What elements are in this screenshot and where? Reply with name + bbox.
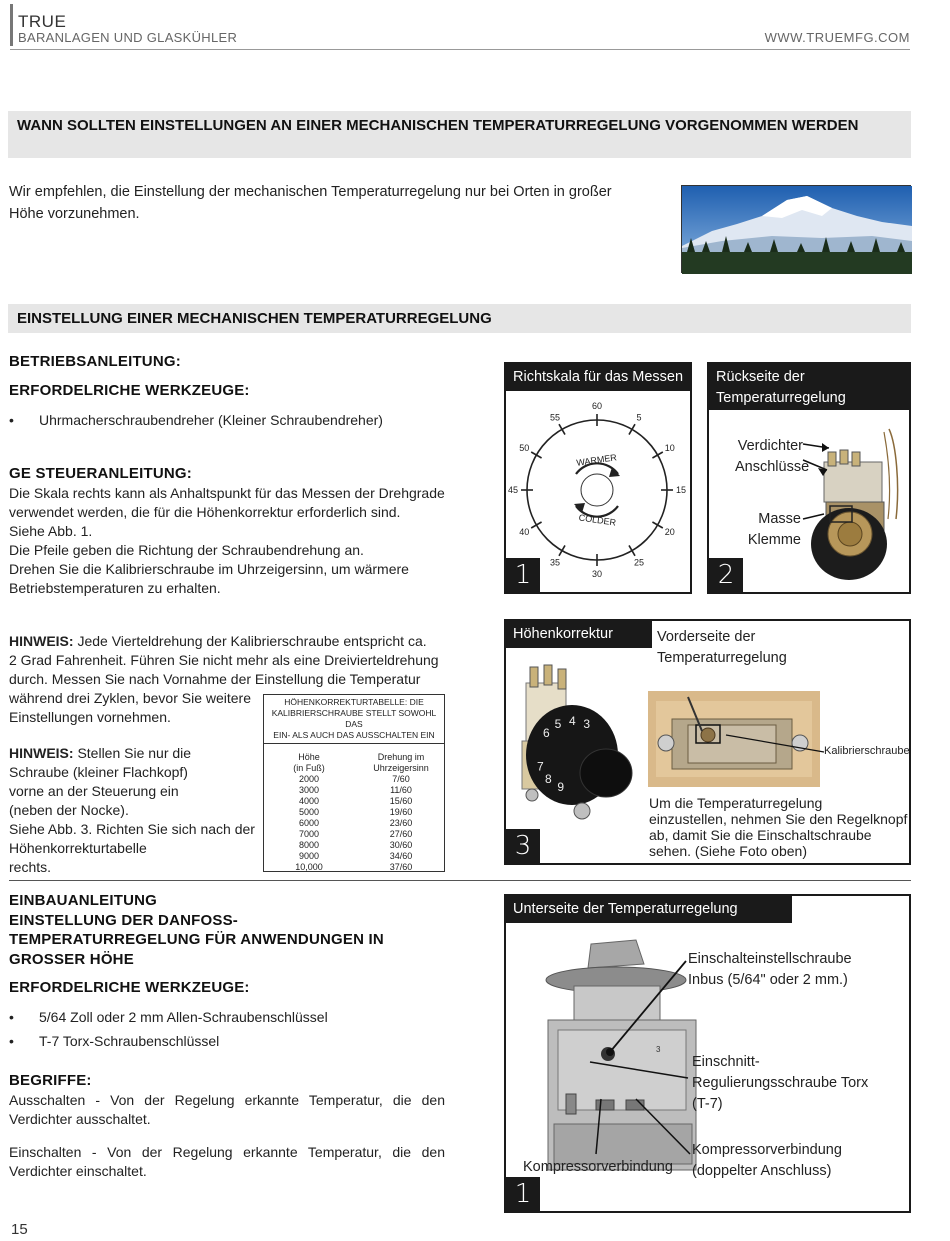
- table-title-line: HÖHENKORREKTURTABELLE: DIE: [284, 697, 424, 707]
- dial-tick-label: 20: [664, 527, 675, 537]
- table-cell: 8000: [298, 840, 320, 850]
- note-text: Jede Vierteldrehung der Kalibrierschraube entspricht ca.: [73, 633, 427, 649]
- heading-betriebsanleitung: BETRIEBSANLEITUNG:: [9, 353, 181, 370]
- colder-label: COLDER: [578, 512, 617, 528]
- column-header: (in Fuß): [293, 763, 325, 773]
- part-marking: 3: [656, 1045, 661, 1054]
- paragraph-line: Die Skala rechts kann als Anhaltspunkt für das Messen der Drehgrade: [9, 485, 445, 501]
- column-header: Uhrzeigersinn: [373, 763, 429, 773]
- dial-tick-label: 30: [591, 569, 603, 579]
- table-body: [264, 744, 444, 874]
- heading-werkzeuge-2: ERFORDELRICHE WERKZEUGE:: [9, 979, 250, 996]
- label-calibration-screw: Kalibrierschraube: [824, 745, 910, 757]
- paragraph-line: [9, 744, 255, 763]
- figure-number: 1: [506, 1177, 540, 1211]
- table-cell: 37/60: [389, 862, 413, 872]
- dial-tick-label: 10: [664, 443, 675, 453]
- heading-werkzeuge: ERFORDELRICHE WERKZEUGE:: [9, 382, 250, 399]
- description-line: Um die Temperaturregelung: [649, 795, 823, 811]
- dial-tick-label: 40: [519, 527, 530, 537]
- label-cut-in-screw: [688, 949, 852, 991]
- knob-digit: 7: [537, 759, 544, 774]
- table-cell: 3000: [298, 785, 320, 795]
- paragraph-line: während drei Zyklen, bevor Sie weitere: [9, 690, 252, 706]
- table-title-line: KALIBRIERSCHRAUBE STELLT SOWOHL DAS: [271, 708, 437, 729]
- description-line: einzustellen, nehmen Sie den Regelknopf: [649, 811, 908, 827]
- label-differential-screw: [692, 1052, 868, 1115]
- note-label: HINWEIS:: [9, 745, 74, 761]
- table-title: [264, 695, 444, 744]
- dial-scale-diagram: [506, 396, 690, 579]
- dial-tick-label: 25: [633, 557, 645, 568]
- altitude-correction-table: [263, 694, 445, 872]
- figure-title: Höhenkorrektur: [506, 621, 652, 648]
- dial-tick-label: 5: [636, 412, 642, 423]
- table-cell: 10,000: [295, 862, 323, 872]
- heading-line: TEMPERATURREGELUNG FÜR ANWENDUNGEN IN: [9, 931, 384, 948]
- label-line: Einschnitt-: [692, 1054, 760, 1070]
- paragraph-line: [9, 632, 439, 651]
- heading-steueranleitung: GE STEUERANLEITUNG:: [9, 465, 192, 482]
- label-compressor-double: [692, 1140, 842, 1182]
- table-cell: 11/60: [390, 785, 412, 795]
- definition-einschalten: [9, 1143, 445, 1181]
- dial-tick-label: 35: [549, 557, 561, 568]
- definition-line: Verdichter ausschaltet.: [9, 1111, 151, 1127]
- table-cell: 4000: [298, 796, 320, 806]
- heading-danfoss: [9, 891, 384, 969]
- paragraph-line: 2 Grad Fahrenheit. Führen Sie nicht mehr als eine Dreivierteldrehung: [9, 652, 439, 668]
- mountain-photo: [681, 185, 911, 273]
- label-line: Vorderseite der: [657, 629, 756, 645]
- figure-title: Unterseite der Temperaturregelung: [506, 896, 792, 923]
- dial-tick-label: 45: [507, 485, 519, 495]
- paragraph-line: Betriebstemperaturen zu erhalten.: [9, 580, 221, 596]
- figure-title-line: Rückseite der: [716, 369, 805, 385]
- knob-digit: 9: [557, 779, 565, 794]
- dial-tick: [559, 545, 565, 555]
- paragraph-line: Siehe Abb. 1.: [9, 523, 93, 539]
- figure-number: 2: [709, 558, 743, 592]
- description-line: sehen. (Siehe Foto oben): [649, 843, 807, 859]
- section1-line: Höhe vorzunehmen.: [9, 206, 140, 222]
- section-title-adjust: [8, 304, 911, 333]
- table-title-line: EIN- ALS AUCH DAS AUSSCHALTEN EIN: [273, 730, 435, 740]
- section1-line: Wir empfehlen, die Einstellung der mechanischen Temperaturregelung nur bei Orten in großer: [9, 184, 612, 200]
- table-cell: 27/60: [389, 829, 413, 839]
- figure3-description: [649, 795, 907, 859]
- figure-title-line: Temperaturregelung: [716, 390, 846, 406]
- dial-tick-label: 50: [519, 443, 530, 453]
- table-cell: 9000: [298, 851, 320, 861]
- label-line: (doppelter Anschluss): [692, 1163, 832, 1179]
- paragraph-line: durch. Messen Sie nach Vornahme der Einstellung die Temperatur: [9, 671, 421, 687]
- label-line: Temperaturregelung: [657, 650, 787, 666]
- table-cell: 23/60: [389, 818, 413, 828]
- heading-line: GROSSER HÖHE: [9, 950, 134, 968]
- paragraph-line: verwendet werden, die für die Höhenkorrektur erforderlich sind.: [9, 504, 401, 520]
- dial-tick-label: 60: [591, 401, 603, 411]
- table-cell: 7000: [298, 829, 320, 839]
- description-line: ab, damit Sie die Einschaltschraube: [649, 827, 872, 843]
- table-cell: 7/60: [392, 774, 410, 784]
- paragraph-line: Einstellungen vornehmen.: [9, 709, 171, 725]
- label-line: Einschalteinstellschraube: [688, 951, 852, 967]
- label-line: Anschlüsse: [735, 459, 810, 475]
- table-cell: 6000: [298, 818, 320, 828]
- steuer-paragraph: [9, 484, 445, 598]
- table-cell: 30/60: [389, 840, 413, 850]
- paragraph-line: Drehen Sie die Kalibrierschraube im Uhrzeigersinn, um wärmere: [9, 561, 409, 577]
- paragraph-line: vorne an der Steuerung ein: [9, 783, 179, 799]
- label-line: Klemme: [747, 532, 801, 548]
- definition-line: Verdichter einschaltet.: [9, 1163, 147, 1179]
- table-column-altitude: [274, 752, 344, 873]
- tool-list-item: [9, 1033, 459, 1053]
- knob-digit: 8: [544, 772, 552, 787]
- bullet-icon: •: [9, 412, 14, 428]
- dial-tick-label: 55: [549, 412, 561, 423]
- section-title-when-text: WANN SOLLTEN EINSTELLUNGEN AN EINER MECHANISCHEN TEMPERATURREGELUNG VORGENOMMEN WERDEN: [17, 117, 859, 134]
- bullet-icon: •: [9, 1009, 14, 1025]
- section-title-when: [8, 111, 911, 158]
- dial-tick: [531, 452, 541, 458]
- definition-line: Einschalten - Von der Regelung erkannte Temperatur, die den: [9, 1144, 445, 1160]
- column-header: Höhe: [298, 752, 320, 762]
- label-line: Regulierungsschraube Torx: [692, 1075, 869, 1091]
- table-cell: 5000: [298, 807, 320, 817]
- column-header: Drehung im: [377, 752, 425, 762]
- tool-list-item: [9, 1009, 459, 1029]
- figure-underside: [504, 894, 911, 1213]
- label-line: Inbus (5/64" oder 2 mm.): [688, 972, 848, 988]
- hinweis2-paragraph: [9, 744, 255, 877]
- paragraph-line: Die Pfeile geben die Richtung der Schraubendrehung an.: [9, 542, 364, 558]
- table-cell: 2000: [298, 774, 320, 784]
- dial-tick: [531, 522, 541, 528]
- knob-digit: 3: [583, 717, 591, 732]
- website-url[interactable]: WWW.TRUEMFG.COM: [764, 30, 910, 45]
- dial-tick: [559, 424, 565, 434]
- paragraph-line: (neben der Nocke).: [9, 802, 129, 818]
- figure-back: [707, 362, 911, 594]
- header-divider: [10, 49, 910, 50]
- tool-label: Uhrmacherschraubendreher (Kleiner Schraubendreher): [39, 412, 383, 428]
- tool-label: 5/64 Zoll oder 2 mm Allen-Schraubenschlüssel: [39, 1009, 328, 1025]
- section-divider: [9, 880, 911, 881]
- brand-name: TRUE: [18, 12, 67, 31]
- figure-title: Richtskala für das Messen: [506, 364, 692, 391]
- definition-ausschalten: [9, 1091, 445, 1129]
- paragraph-line: rechts.: [9, 859, 52, 875]
- warmer-label: WARMER: [575, 452, 618, 468]
- dial-tick: [629, 424, 635, 434]
- paragraph-line: Siehe Abb. 3. Richten Sie sich nach der: [9, 821, 255, 837]
- paragraph-line: Höhenkorrekturtabelle: [9, 840, 147, 856]
- section-title-adjust-text: EINSTELLUNG EINER MECHANISCHEN TEMPERATURREGELUNG: [17, 310, 492, 327]
- brand-subtitle: BARANLAGEN UND GLASKÜHLER: [18, 30, 238, 45]
- label-line: Verdichter: [737, 438, 803, 454]
- dial-tick-label: 15: [675, 485, 687, 495]
- knob-digit: 4: [569, 714, 576, 728]
- knob-digit: 5: [554, 717, 562, 732]
- dial-tick: [629, 545, 635, 555]
- table-cell: 34/60: [389, 851, 413, 861]
- figure-dial: [504, 362, 692, 594]
- table-cell: 19/60: [389, 807, 413, 817]
- label-compressor: Kompressorverbindung: [523, 1159, 673, 1175]
- figure-number: 1: [506, 558, 540, 592]
- label-line: (T-7): [692, 1096, 723, 1112]
- figure-number: 3: [506, 829, 540, 863]
- heading-begriffe: BEGRIFFE:: [9, 1072, 92, 1089]
- dial-tick: [652, 452, 662, 458]
- table-column-rotation: [362, 752, 440, 873]
- heading-line: EINSTELLUNG DER DANFOSS-: [9, 911, 238, 929]
- page-number: 15: [11, 1221, 28, 1238]
- note-label: HINWEIS:: [9, 633, 74, 649]
- tool-list-item: [9, 412, 459, 432]
- note-text: Stellen Sie nur die: [73, 745, 192, 761]
- paragraph-line: Schraube (kleiner Flachkopf): [9, 764, 188, 780]
- bullet-icon: •: [9, 1033, 14, 1049]
- table-cell: 15/60: [389, 796, 413, 806]
- section1-paragraph: [9, 181, 612, 225]
- heading-line: EINBAUANLEITUNG: [9, 892, 157, 909]
- definition-line: Ausschalten - Von der Regelung erkannte Temperatur, die den: [9, 1092, 445, 1108]
- label-line: Masse: [758, 511, 801, 527]
- figure-altitude-correction: [504, 619, 911, 865]
- tool-label: T-7 Torx-Schraubenschlüssel: [39, 1033, 220, 1049]
- knob-digit: 6: [542, 726, 550, 741]
- label-line: Kompressorverbindung: [692, 1142, 842, 1158]
- header-accent-bar: [10, 4, 13, 46]
- dial-tick: [652, 522, 662, 528]
